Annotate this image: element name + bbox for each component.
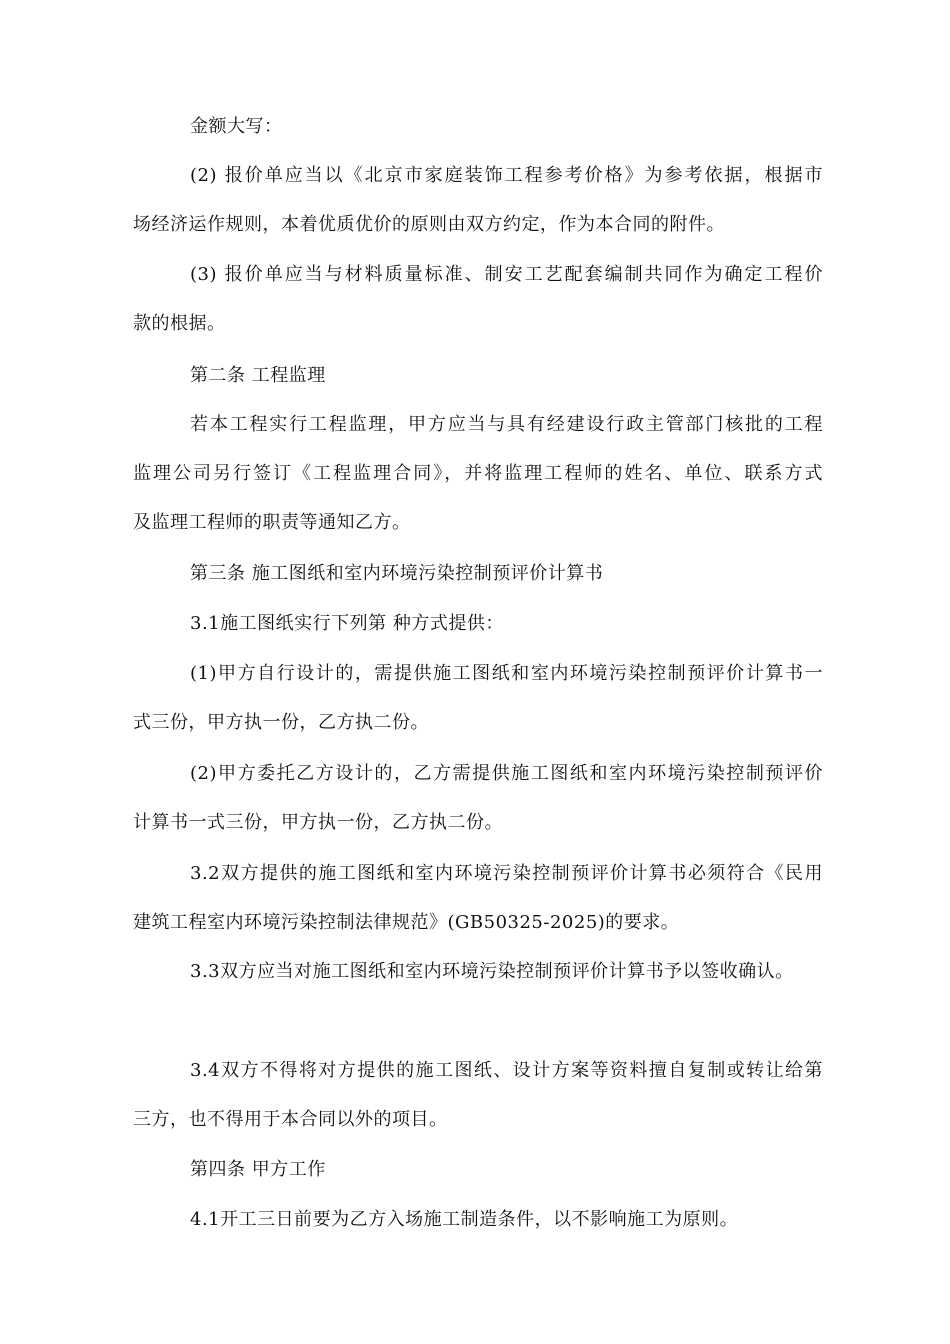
text-line: (3) 报价单应当与材料质量标准、制安工艺配套编制共同作为确定工程价 xyxy=(190,264,823,285)
text-line: 三方，也不得用于本合同以外的项目。 xyxy=(133,1109,448,1130)
paragraph-supervision xyxy=(133,400,823,547)
text-line: 式三份，甲方执一份，乙方执二份。 xyxy=(133,712,429,733)
heading-article-3 xyxy=(133,549,823,598)
text-line: (1)甲方自行设计的，需提供施工图纸和室内环境污染控制预评价计算书一 xyxy=(190,663,823,684)
paragraph-amount-in-words xyxy=(133,102,823,151)
paragraph-3-2 xyxy=(133,849,823,947)
text-line: 3.3双方应当对施工图纸和室内环境污染控制预评价计算书予以签收确认。 xyxy=(190,961,794,982)
text-line: 3.2双方提供的施工图纸和室内环境污染控制预评价计算书必须符合《民用 xyxy=(190,863,823,884)
paragraph-3-1 xyxy=(133,599,823,648)
paragraph-3-3 xyxy=(133,947,823,996)
paragraph-quote-basis xyxy=(133,151,823,249)
text-line: (2)甲方委托乙方设计的，乙方需提供施工图纸和室内环境污染控制预评价 xyxy=(190,763,823,784)
text-line: 4.1开工三日前要为乙方入场施工制造条件，以不影响施工为原则。 xyxy=(190,1209,739,1230)
text-line: 第三条 施工图纸和室内环境污染控制预评价计算书 xyxy=(190,563,604,584)
text-line: 建筑工程室内环境污染控制法律规范》(GB50325-2025)的要求。 xyxy=(133,912,680,933)
text-line: 款的根据。 xyxy=(133,313,226,334)
text-line: 若本工程实行工程监理，甲方应当与具有经建设行政主管部门核批的工程 xyxy=(190,414,823,435)
text-line: (2) 报价单应当以《北京市家庭装饰工程参考价格》为参考依据，根据市 xyxy=(190,165,823,186)
text-line: 第四条 甲方工作 xyxy=(190,1159,326,1180)
paragraph-3-1-option-1 xyxy=(133,649,823,747)
heading-article-4 xyxy=(133,1145,823,1194)
paragraph-quote-standards xyxy=(133,250,823,348)
text-line: 第二条 工程监理 xyxy=(190,365,326,386)
text-line: 场经济运作规则，本着优质优价的原则由双方约定，作为本合同的附件。 xyxy=(133,214,725,235)
paragraph-4-1 xyxy=(133,1195,823,1244)
text-line: 计算书一式三份，甲方执一份，乙方执二份。 xyxy=(133,812,503,833)
text-line: 及监理工程师的职责等通知乙方。 xyxy=(133,512,411,533)
text-line: 金额大写： xyxy=(190,116,283,137)
text-line: 3.4双方不得将对方提供的施工图纸、设计方案等资料擅自复制或转让给第 xyxy=(190,1060,823,1081)
paragraph-3-4 xyxy=(133,1046,823,1144)
heading-article-2 xyxy=(133,351,823,400)
text-line: 3.1施工图纸实行下列第 种方式提供： xyxy=(190,613,504,634)
text-line: 监理公司另行签订《工程监理合同》，并将监理工程师的姓名、单位、联系方式 xyxy=(133,463,823,484)
paragraph-3-1-option-2 xyxy=(133,749,823,847)
